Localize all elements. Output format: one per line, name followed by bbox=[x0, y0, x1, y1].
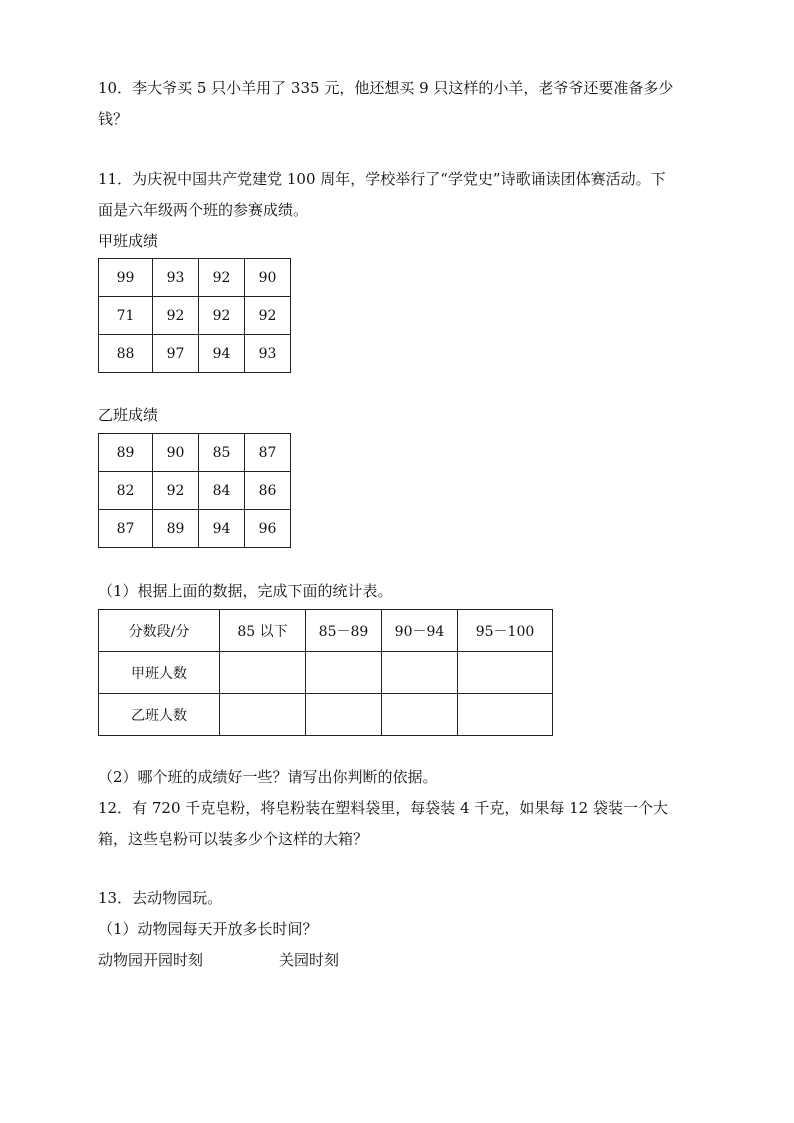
answer-cell[interactable] bbox=[220, 652, 306, 694]
table-row bbox=[99, 434, 291, 472]
score-cell: 92 bbox=[199, 297, 245, 335]
close-time-label: 关园时刻 bbox=[279, 951, 340, 969]
class-a-score-table bbox=[98, 258, 291, 373]
score-cell: 99 bbox=[99, 259, 153, 297]
score-cell: 89 bbox=[153, 510, 199, 548]
table-row bbox=[99, 297, 291, 335]
score-cell: 92 bbox=[199, 259, 245, 297]
q12-line2: 箱，这些皂粉可以装多少个这样的大箱？ bbox=[98, 830, 369, 848]
score-cell: 97 bbox=[153, 335, 199, 373]
answer-cell[interactable] bbox=[382, 694, 458, 736]
answer-cell[interactable] bbox=[458, 652, 553, 694]
q11-line2: 面是六年级两个班的参赛成绩。 bbox=[98, 201, 309, 219]
answer-cell[interactable] bbox=[220, 694, 306, 736]
score-cell: 86 bbox=[245, 472, 291, 510]
stats-table bbox=[98, 609, 553, 736]
score-cell: 90 bbox=[153, 434, 199, 472]
q11-part1: （1）根据上面的数据，完成下面的统计表。 bbox=[98, 582, 393, 600]
class-b-score-table bbox=[98, 433, 291, 548]
score-cell: 87 bbox=[245, 434, 291, 472]
q12-line1: 12．有 720 千克皂粉，将皂粉装在塑料袋里，每袋装 4 千克，如果每 12 袋装一个大 bbox=[98, 799, 668, 817]
score-cell: 96 bbox=[245, 510, 291, 548]
answer-cell[interactable] bbox=[306, 694, 382, 736]
score-cell: 93 bbox=[153, 259, 199, 297]
score-cell: 82 bbox=[99, 472, 153, 510]
table-row bbox=[99, 472, 291, 510]
open-time-label: 动物园开园时刻 bbox=[98, 951, 204, 969]
column-header: 分数段/分 bbox=[99, 610, 220, 652]
score-cell: 71 bbox=[99, 297, 153, 335]
score-cell: 92 bbox=[153, 297, 199, 335]
column-header: 95－100 bbox=[458, 610, 553, 652]
table-row bbox=[99, 694, 553, 736]
table-row bbox=[99, 259, 291, 297]
q10-line2: 钱？ bbox=[98, 110, 129, 128]
score-cell: 84 bbox=[199, 472, 245, 510]
answer-cell[interactable] bbox=[306, 652, 382, 694]
score-cell: 94 bbox=[199, 510, 245, 548]
column-header: 90－94 bbox=[382, 610, 458, 652]
answer-cell[interactable] bbox=[382, 652, 458, 694]
q11-part2: （2）哪个班的成绩好一些？请写出你判断的依据。 bbox=[98, 768, 438, 786]
q13-part1: （1）动物园每天开放多长时间？ bbox=[98, 920, 318, 938]
score-cell: 87 bbox=[99, 510, 153, 548]
score-cell: 92 bbox=[153, 472, 199, 510]
q11-line1: 11．为庆祝中国共产党建党 100 周年，学校举行了“学党史”诗歌诵读团体赛活动。下 bbox=[98, 170, 666, 188]
answer-cell[interactable] bbox=[458, 694, 553, 736]
score-cell: 90 bbox=[245, 259, 291, 297]
table-row bbox=[99, 335, 291, 373]
score-cell: 93 bbox=[245, 335, 291, 373]
row-label: 甲班人数 bbox=[99, 652, 220, 694]
q10-line1: 10．李大爷买 5 只小羊用了 335 元，他还想买 9 只这样的小羊，老爷爷还要准备多少 bbox=[98, 79, 674, 97]
column-header: 85－89 bbox=[306, 610, 382, 652]
score-cell: 85 bbox=[199, 434, 245, 472]
table-row bbox=[99, 652, 553, 694]
table-row bbox=[99, 510, 291, 548]
q13-line1: 13．去动物园玩。 bbox=[98, 889, 223, 907]
score-cell: 89 bbox=[99, 434, 153, 472]
table-header-row bbox=[99, 610, 553, 652]
column-header: 85 以下 bbox=[220, 610, 306, 652]
class-a-title: 甲班成绩 bbox=[98, 232, 159, 250]
class-b-title: 乙班成绩 bbox=[98, 406, 159, 424]
row-label: 乙班人数 bbox=[99, 694, 220, 736]
score-cell: 88 bbox=[99, 335, 153, 373]
score-cell: 94 bbox=[199, 335, 245, 373]
score-cell: 92 bbox=[245, 297, 291, 335]
